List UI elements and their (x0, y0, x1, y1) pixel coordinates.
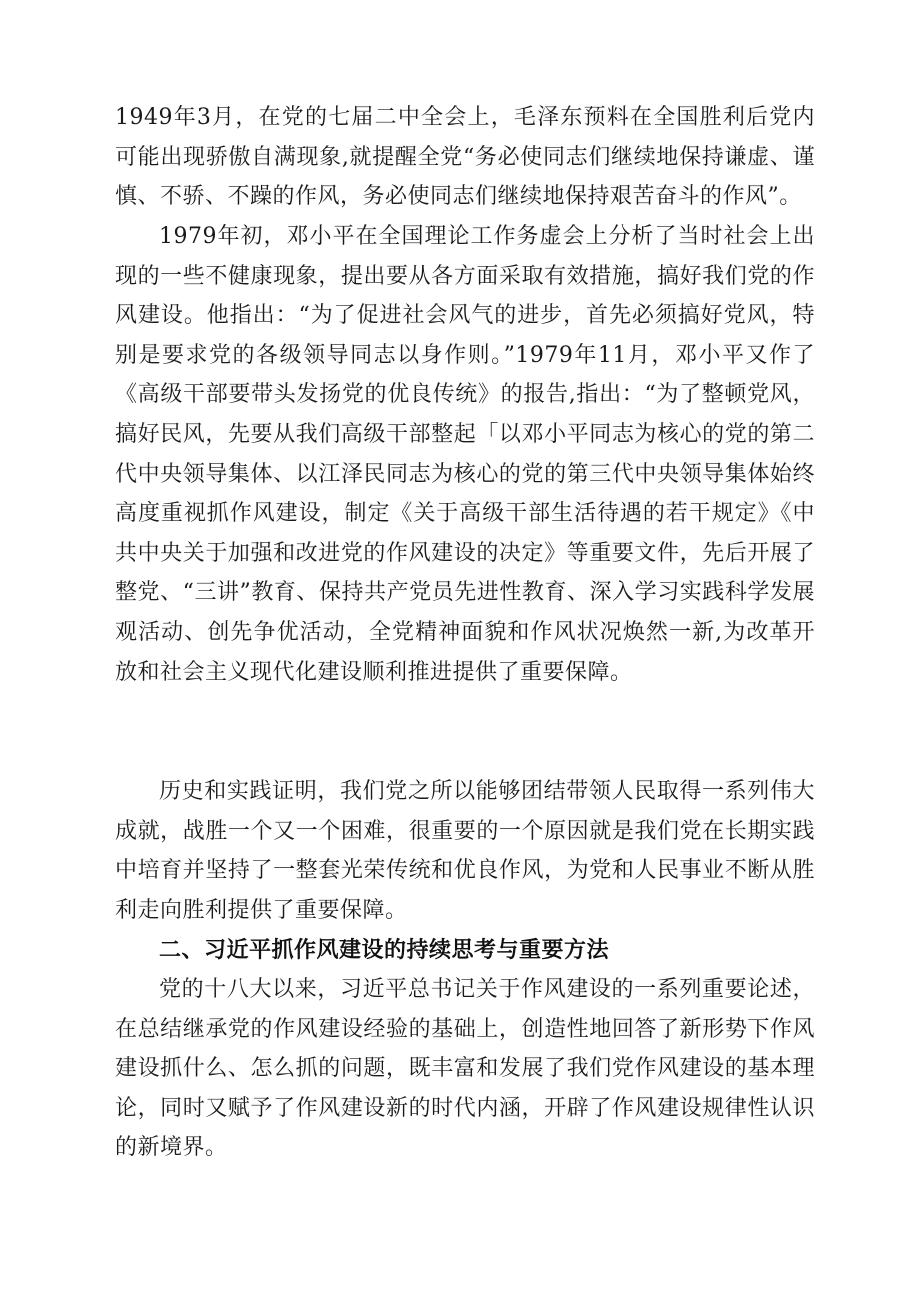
section-heading: 二、习近平抓作风建设的持续思考与重要方法 (159, 938, 610, 963)
paragraph-history: 历史和实践证明，我们党之所以能够团结带领人民取得一系列伟大成就，战胜一个又一个困难，很重要的一个原因就是我们党在长期实践中培育并坚持了一整套光荣传统和优良作风，为党和人民事业不断从胜利走向胜利提供了重要保障。 (115, 779, 815, 923)
paragraph-1949: 1949年3月，在党的七届二中全会上，毛泽东预料在全国胜利后党内可能出现骄傲自满现象,就提醒全党“务必使同志们继续地保持谦虚、谨慎、不骄、不躁的作风，务必使同志们继续地保持艰苦奋斗的作风”。 (115, 105, 815, 210)
paragraph-18th-congress: 党的十八大以来，习近平总书记关于作风建设的一系列重要论述，在总结继承党的作风建设经验的基础上，创造性地回答了新形势下作风建设抓什么、怎么抓的问题，既丰富和发展了我们党作风建设的基本理论，同时又赋予了作风建设新的时代内涵，开辟了作风建设规律性认识的新境界。 (115, 977, 815, 1161)
paragraph-1979: 1979年初，邓小平在全国理论工作务虚会上分析了当时社会上出现的一些不健康现象，提出要从各方面采取有效措施，搞好我们党的作风建设。他指出：“为了促进社会风气的进步，首先必须搞好党风，特别是要求党的各级领导同志以身作则。”1979年11月，邓小平又作了《高级干部要带头发扬党的优良传统》的报告,指出：“为了整顿党风，搞好民风，先要从我们高级干部整起「以邓小平同志为核心的党的第二代中央领导集体、以江泽民同志为核心的党的第三代中央领导集体始终高度重视抓作风建设，制定《关于高级干部生活待遇的若干规定》《中共中央关于加强和改进党的作风建设的决定》等重要文件，先后开展了整党、“三讲”教育、保持共产党员先进性教育、深入学习实践科学发展观活动、创先争优活动，全党精神面貌和作风状况焕然一新,为改革开放和社会主义现代化建设顺利推进提供了重要保障。 (115, 224, 815, 685)
